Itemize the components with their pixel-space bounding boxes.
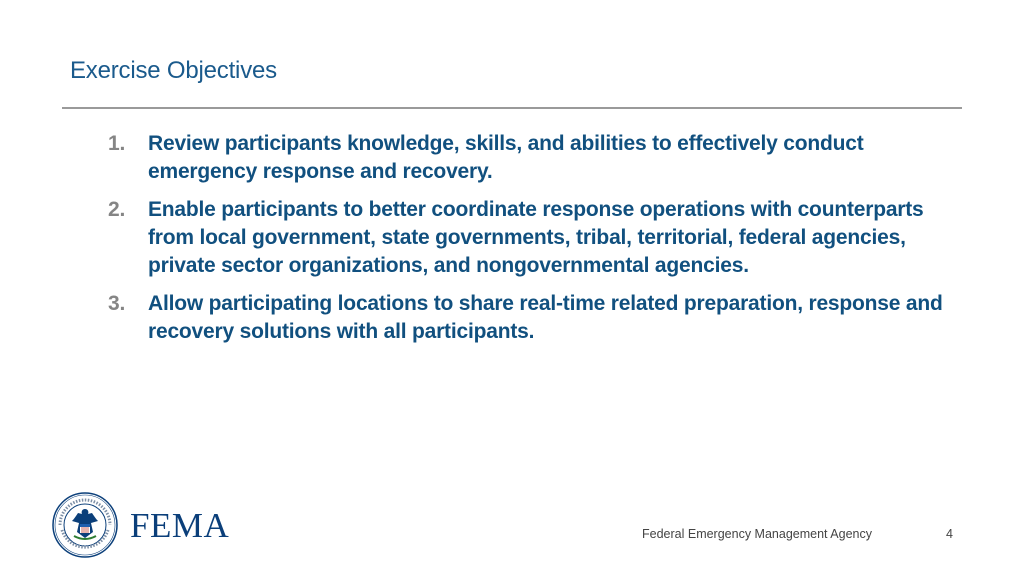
- objective-number: 2.: [108, 198, 126, 221]
- fema-wordmark: FEMA: [130, 505, 230, 545]
- objective-text: Enable participants to better coordinate response operations with counterparts from local government, state governments, tribal, territorial, federal agencies, private sector organizations, and nongovernmental agencies.: [148, 198, 924, 277]
- dhs-seal-icon: [52, 492, 118, 558]
- fema-logo: [52, 492, 229, 558]
- objective-number: 3.: [108, 292, 126, 315]
- objective-text: Review participants knowledge, skills, and abilities to effectively conduct emergency response and recovery.: [148, 132, 864, 183]
- objective-item: [108, 130, 958, 186]
- objective-number: 1.: [108, 132, 126, 155]
- objective-item: [108, 196, 958, 280]
- page-number: 4: [946, 527, 953, 541]
- objective-item: [108, 290, 958, 346]
- objective-text: Allow participating locations to share real-time related preparation, response and recovery solutions with all participants.: [148, 292, 943, 343]
- objectives-list: [108, 130, 958, 356]
- title-divider: [62, 107, 962, 109]
- slide-title: Exercise Objectives: [70, 57, 277, 84]
- footer-agency-name: Federal Emergency Management Agency: [642, 527, 872, 541]
